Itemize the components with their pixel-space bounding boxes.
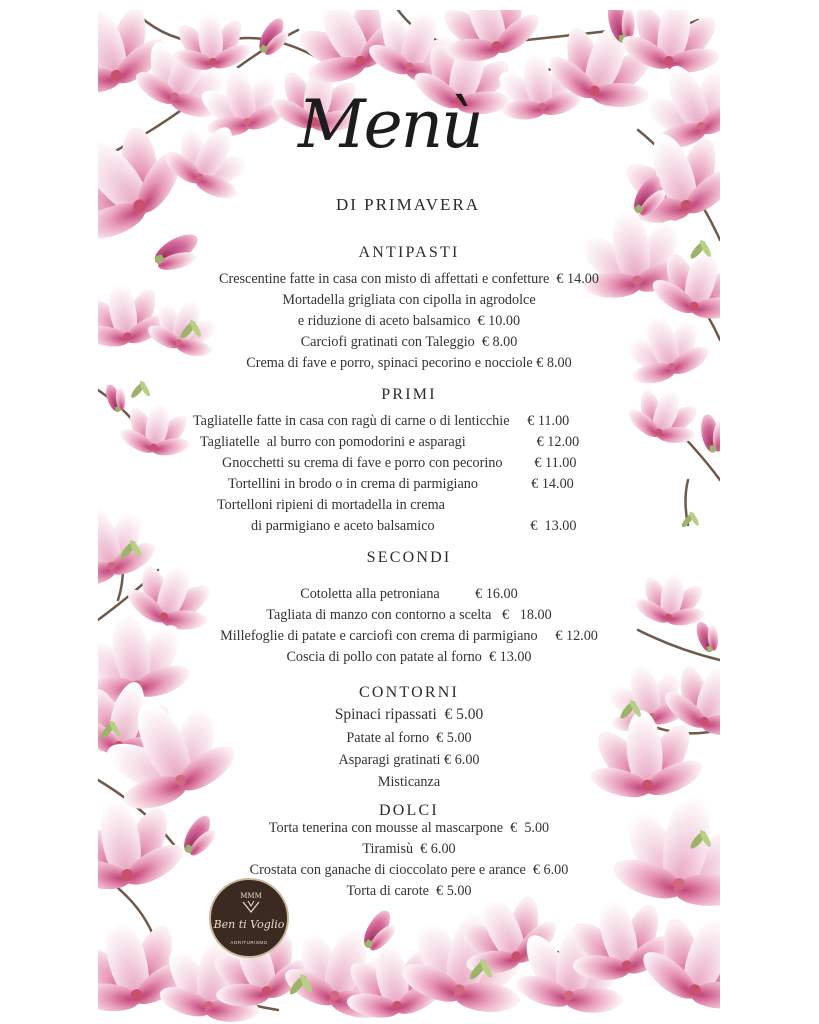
menu-item-line: Mortadella grigliata con cipolla in agrodolce	[282, 292, 536, 308]
menu-item-line: Asparagi gratinati € 6.00	[338, 752, 480, 768]
section-title-contorni: CONTORNI	[359, 684, 459, 701]
logo-tagline: AGRITURISMO	[230, 940, 268, 945]
menu-item-line: e riduzione di aceto balsamico € 10.00	[297, 313, 521, 329]
logo-name: Ben ti Voglio	[213, 918, 285, 931]
menu-item-line: Torta tenerina con mousse al mascarpone € 5.00	[268, 820, 550, 836]
menu-item-line: Coscia di pollo con patate al forno € 13.00	[286, 649, 532, 665]
menu-item-line: di parmigiano e aceto balsamico € 13.00	[251, 518, 577, 534]
menu-text-layer	[98, 10, 720, 1024]
menu-subtitle: DI PRIMAVERA	[335, 195, 481, 214]
menu-item-line: Misticanza	[377, 774, 441, 790]
menu-item-line: Tagliatelle al burro con pomodorini e asparagi € 12.00	[200, 434, 580, 450]
svg-text:MMM: MMM	[240, 892, 262, 900]
menu-item-line: Torta di carote € 5.00	[346, 883, 472, 899]
menu-item-line: Tiramisù € 6.00	[362, 841, 456, 857]
section-title-antipasti: ANTIPASTI	[358, 244, 460, 261]
menu-item-line: Tagliatelle fatte in casa con ragù di carne o di lenticchie € 11.00	[193, 413, 570, 429]
menu-item-line: Carciofi gratinati con Taleggio € 8.00	[300, 334, 518, 350]
menu-item-line: Spinaci ripassati € 5.00	[334, 706, 484, 723]
menu-item-line: Patate al forno € 5.00	[346, 730, 472, 746]
menu-item-line: Gnocchetti su crema di fave e porro con pecorino € 11.00	[222, 455, 577, 471]
section-title-dolci: DOLCI	[379, 802, 439, 819]
menu-title: Menù	[298, 86, 482, 163]
menu-item-line: Tortelloni ripieni di mortadella in crema	[217, 497, 445, 513]
restaurant-logo	[209, 878, 289, 958]
menu-item-line: Crescentine fatte in casa con misto di affettati e confetture € 14.00	[219, 271, 599, 287]
menu-item-line: Millefoglie di patate e carciofi con crema di parmigiano € 12.00	[220, 628, 598, 644]
menu-item-line: Crema di fave e porro, spinaci pecorino e nocciole € 8.00	[246, 355, 572, 371]
section-title-secondi: SECONDI	[366, 549, 452, 566]
section-title-primi: PRIMI	[381, 386, 437, 403]
menu-item-line: Crostata con ganache di cioccolato pere e arance € 6.00	[249, 862, 569, 878]
menu-item-line: Cotoletta alla petroniana € 16.00	[300, 586, 518, 602]
menu-card	[98, 10, 720, 1024]
logo-emblem-icon	[233, 890, 269, 914]
menu-item-line: Tagliata di manzo con contorno a scelta € 18.00	[266, 607, 552, 623]
menu-item-line: Tortellini in brodo o in crema di parmigiano € 14.00	[228, 476, 574, 492]
